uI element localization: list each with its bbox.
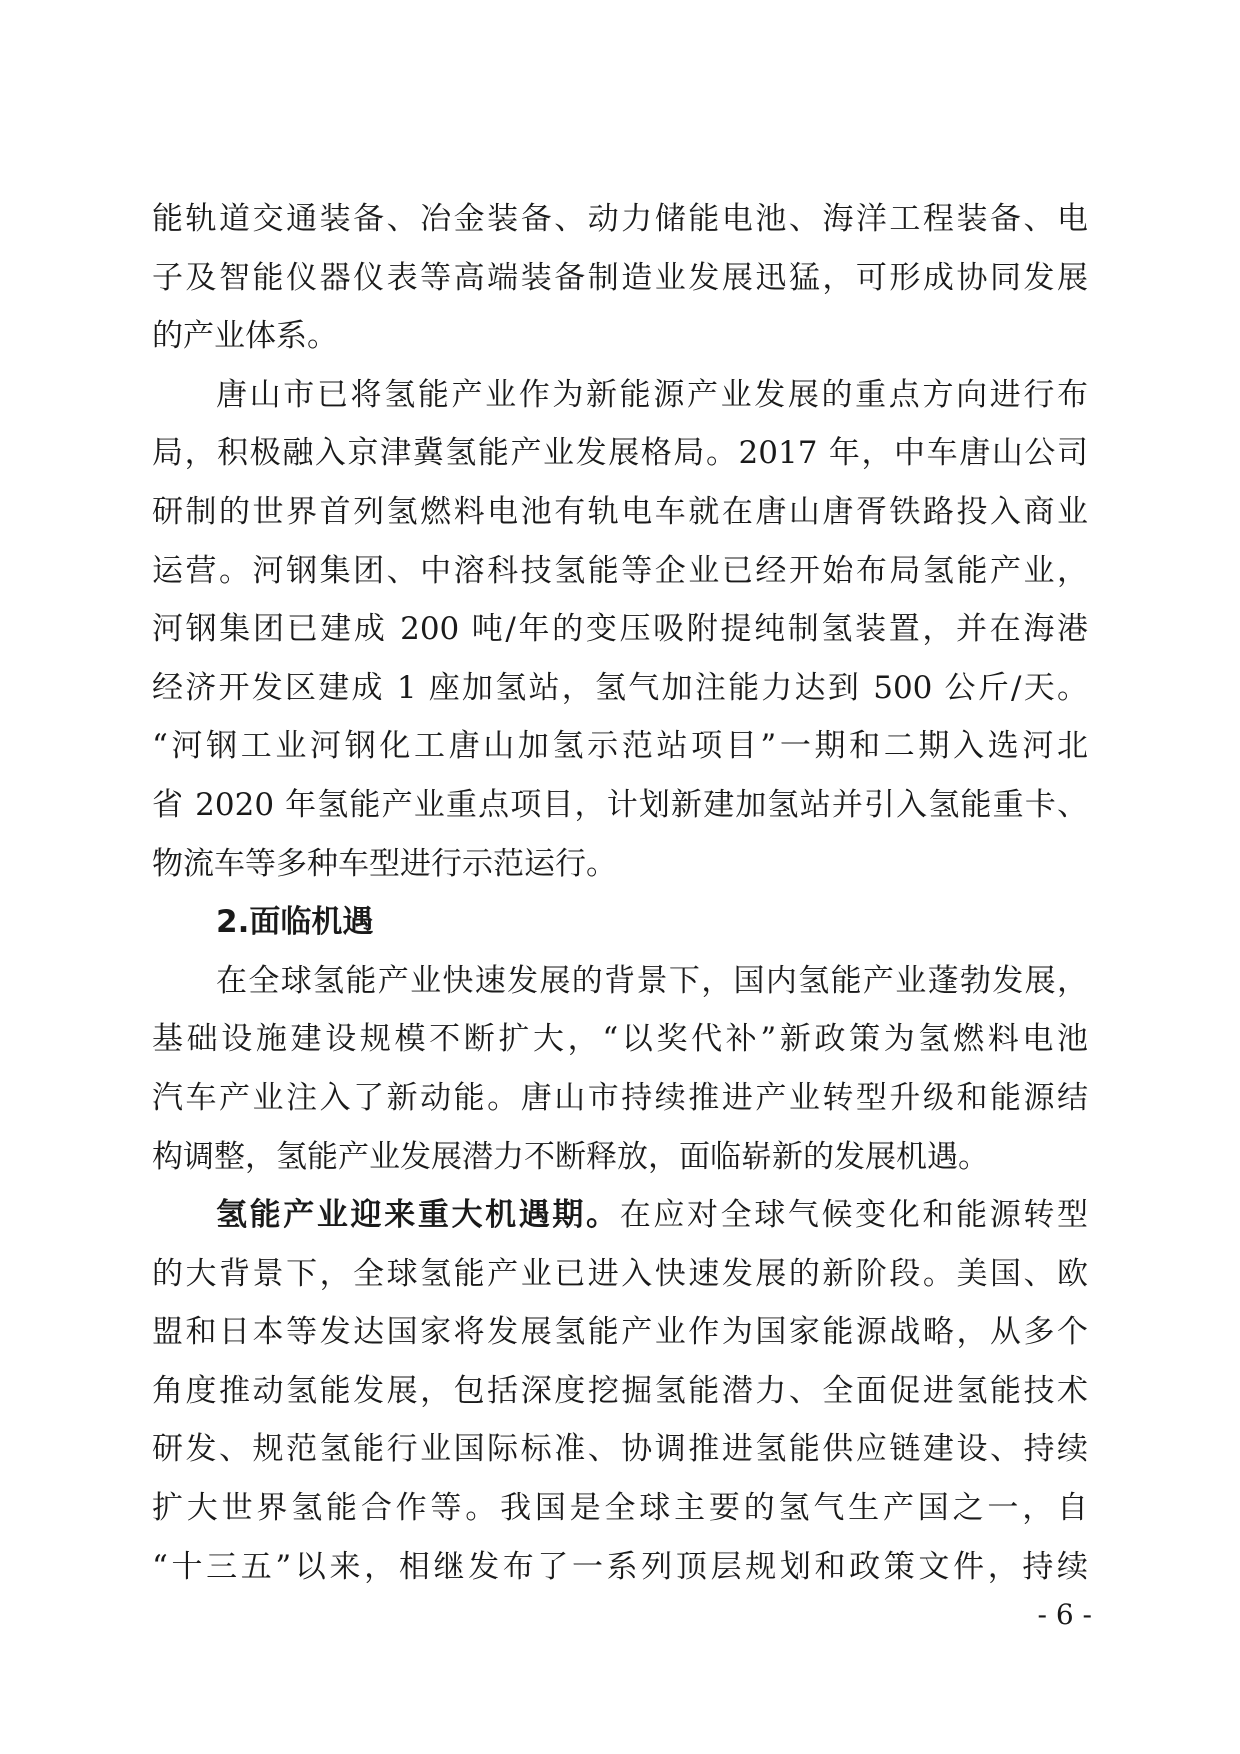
text-line: 的产业体系。: [152, 318, 338, 355]
paragraph-3: [152, 952, 1088, 1186]
page-number: - 6 -: [1037, 1598, 1092, 1631]
text-line: 扩大世界氢能合作等。我国是全球主要的氢气生产国之一，自: [152, 1490, 1088, 1527]
text-line: 汽车产业注入了新动能。唐山市持续推进产业转型升级和能源结: [152, 1079, 1088, 1116]
text-line: “十三五”以来，相继发布了一系列顶层规划和政策文件，持续: [152, 1548, 1088, 1585]
text-line: [152, 1186, 1088, 1245]
text-span: 在应对全球气候变化和能源转型: [619, 1197, 1089, 1234]
text-line: 构调整，氢能产业发展潜力不断释放，面临崭新的发展机遇。: [152, 1138, 989, 1175]
text-line: 角度推动氢能发展，包括深度挖掘氢能潜力、全面促进氢能技术: [152, 1372, 1088, 1409]
section-heading: 2.面临机遇: [216, 904, 374, 941]
text-line: 运营。河钢集团、中溶科技氢能等企业已经开始布局氢能产业，: [152, 552, 1088, 589]
bold-lead-phrase: 氢能产业迎来重大机遇期。: [216, 1197, 620, 1234]
text-line: 省 2020 年氢能产业重点项目，计划新建加氢站并引入氢能重卡、: [152, 786, 1088, 823]
paragraph-4: [152, 1186, 1088, 1596]
text-line: “河钢工业河钢化工唐山加氢示范站项目”一期和二期入选河北: [152, 728, 1088, 765]
text-line: 局，积极融入京津冀氢能产业发展格局。2017 年，中车唐山公司: [152, 435, 1088, 472]
page-body: [152, 190, 1088, 1596]
text-line: 河钢集团已建成 200 吨/年的变压吸附提纯制氢装置，并在海港: [152, 611, 1088, 648]
text-line: 唐山市已将氢能产业作为新能源产业发展的重点方向进行布: [216, 376, 1088, 413]
text-line: 能轨道交通装备、冶金装备、动力储能电池、海洋工程装备、电: [152, 201, 1088, 237]
paragraph-2: [152, 366, 1088, 893]
text-line: 物流车等多种车型进行示范运行。: [152, 845, 617, 882]
text-line: 盟和日本等发达国家将发展氢能产业作为国家能源战略，从多个: [152, 1314, 1088, 1351]
text-line: 在全球氢能产业快速发展的背景下，国内氢能产业蓬勃发展，: [216, 962, 1088, 999]
text-line: 子及智能仪器仪表等高端装备制造业发展迅猛，可形成协同发展: [152, 259, 1088, 296]
text-line: 经济开发区建成 1 座加氢站，氢气加注能力达到 500 公斤/天。: [152, 669, 1088, 706]
text-line: 基础设施建设规模不断扩大，“以奖代补”新政策为氢燃料电池: [152, 1021, 1088, 1058]
text-line: 研制的世界首列氢燃料电池有轨电车就在唐山唐胥铁路投入商业: [152, 493, 1088, 530]
text-line: 的大背景下，全球氢能产业已进入快速发展的新阶段。美国、欧: [152, 1255, 1088, 1292]
text-line: 研发、规范氢能行业国际标准、协调推进氢能供应链建设、持续: [152, 1431, 1088, 1468]
paragraph-1: [152, 190, 1088, 366]
